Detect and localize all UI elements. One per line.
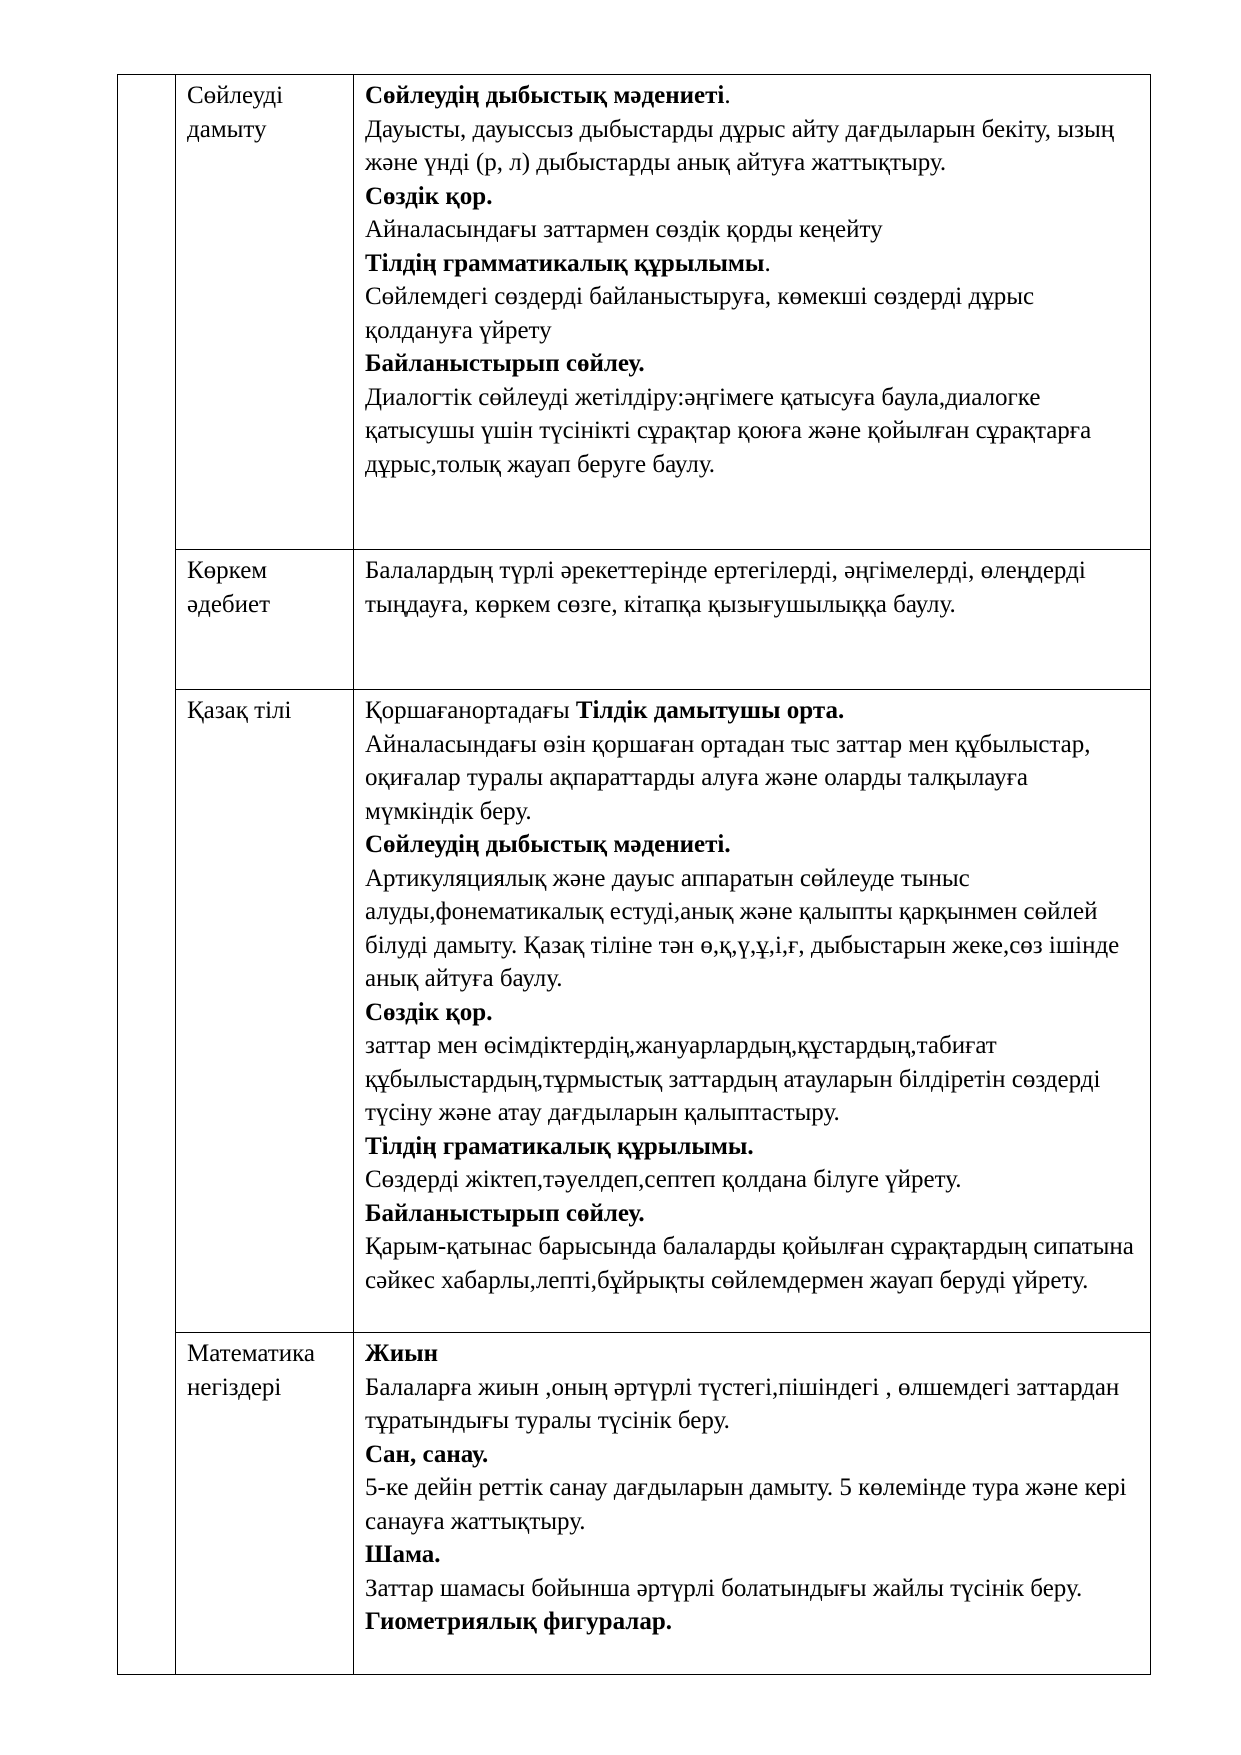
heading-bold-text: Тілдің грамматикалық құрылымы: [365, 249, 765, 277]
heading-bold-text: Сөздік қор.: [365, 182, 493, 210]
section-heading: [365, 1130, 1142, 1164]
table-row: [118, 1333, 1151, 1675]
heading-bold-text: Сөйлеудің дыбыстық мәдениеті.: [365, 831, 731, 858]
paragraph: Дауысты, дауыссыз дыбыстарды дұрыс айту дағдыларын бекіту, ызың және үнді (р, л) дыбыстарды анық айтуға жаттықтыру.: [365, 115, 1115, 176]
section-heading: [365, 996, 1142, 1030]
subject-cell: Қазақ тілі: [176, 690, 354, 1333]
section-heading: [365, 1197, 1142, 1231]
table-row: [118, 690, 1151, 1333]
paragraph: Сөздерді жіктеп,тәуелдеп,септеп қолдана білуге үйрету.: [365, 1166, 962, 1193]
paragraph: Артикуляциялық және дауыс аппаратын сөйлеуде тыныс алуды,фонематикалық естуді,анық және қалыпты қарқынмен сөйлей білуді дамыту. Қазақ тіліне тән ө,қ,ү,ұ,і,ғ, дыбыстарын жеке,сөз ішінде анық айтуға баулу.: [365, 864, 1120, 992]
section-heading: [365, 1538, 1142, 1572]
section-heading: [365, 247, 1142, 281]
content-cell: [354, 690, 1151, 1333]
subject-cell: Математика негіздері: [176, 1333, 354, 1675]
heading-bold-text: Байланыстырып сөйлеу.: [365, 1199, 645, 1227]
section-heading: [365, 1605, 1142, 1639]
section-heading: [365, 180, 1142, 214]
heading-lead-text: Қоршағанортадағы: [365, 697, 576, 724]
section-heading: [365, 79, 1142, 113]
heading-bold-text: Шама.: [365, 1541, 441, 1568]
table-row: [118, 75, 1151, 550]
heading-bold-text: Сөйлеудің дыбыстық мәдениеті: [365, 82, 725, 109]
section-heading: [365, 1337, 1142, 1371]
section-heading: [365, 347, 1142, 381]
heading-bold-text: Тілдік дамытушы орта.: [575, 697, 845, 724]
heading-bold-text: Сөздік қор.: [365, 998, 493, 1026]
subject-cell: Көркем әдебиет: [176, 550, 354, 690]
paragraph: Айналасындағы өзін қоршаған ортадан тыс заттар мен құбылыстар, оқиғалар туралы ақпараттарды алуға және оларды талқылауға мүмкіндік беру.: [365, 730, 1091, 825]
paragraph: Айналасындағы заттармен сөздік қорды кеңейту: [365, 216, 883, 243]
empty-column-cell: [118, 75, 176, 1675]
heading-bold-text: Байланыстырып сөйлеу.: [365, 350, 645, 377]
section-heading: [365, 828, 1142, 862]
table-body: [118, 75, 1151, 1675]
paragraph: Балаларға жиын ,оның әртүрлі түстегі,пішіндегі , өлшемдегі заттардан тұратындығы туралы түсінік беру.: [365, 1373, 1120, 1434]
subject-cell: Сөйлеуді дамыту: [176, 75, 354, 550]
paragraph: Қарым-қатынас барысында балаларды қойылған сұрақтардың сипатына сәйкес хабарлы,лепті,бұйрықты сөйлемдермен жауап беруді үйрету.: [365, 1233, 1134, 1294]
heading-bold-text: Гиометриялық фигуралар.: [365, 1608, 672, 1635]
content-cell: [354, 550, 1151, 690]
paragraph: Балалардың түрлі әрекеттерінде ертегілерді, әңгімелерді, өлеңдерді тыңдауға, көркем сөзге, кітапқа қызығушылыққа баулу.: [365, 557, 1086, 618]
section-heading: [365, 1438, 1142, 1472]
curriculum-table: [117, 74, 1151, 1675]
section-heading: [365, 694, 1142, 728]
heading-tail-text: .: [724, 82, 731, 109]
paragraph: заттар мен өсімдіктердің,жануарлардың,құстардың,табиғат құбылыстардың,тұрмыстық заттардың атауларын білдіретін сөздерді түсіну және атау дағдыларын қалыптастыру.: [365, 1032, 1101, 1126]
table-row: [118, 550, 1151, 690]
heading-bold-text: Тілдің граматикалық құрылымы.: [365, 1132, 754, 1160]
paragraph: Сөйлемдегі сөздерді байланыстыруға, көмекші сөздерді дұрыс қолдануға үйрету: [365, 283, 1035, 344]
paragraph: 5-ке дейін реттік санау дағдыларын дамыту. 5 көлемінде тура және кері санауға жаттықтыру.: [365, 1474, 1127, 1535]
content-cell: [354, 1333, 1151, 1675]
paragraph: Заттар шамасы бойынша әртүрлі болатындығы жайлы түсінік беру.: [365, 1574, 1083, 1602]
heading-bold-text: Жиын: [365, 1340, 439, 1367]
paragraph: Диалогтік сөйлеуді жетілдіру:әңгімеге қатысуға баула,диалогке қатысушы үшін түсінікті сұрақтар қоюға және қойылған сұрақтарға дұрыс,толық жауап беруге баулу.: [365, 383, 1092, 478]
heading-tail-text: .: [764, 249, 771, 277]
content-cell: [354, 75, 1151, 550]
heading-bold-text: Сан, санау.: [365, 1440, 489, 1468]
